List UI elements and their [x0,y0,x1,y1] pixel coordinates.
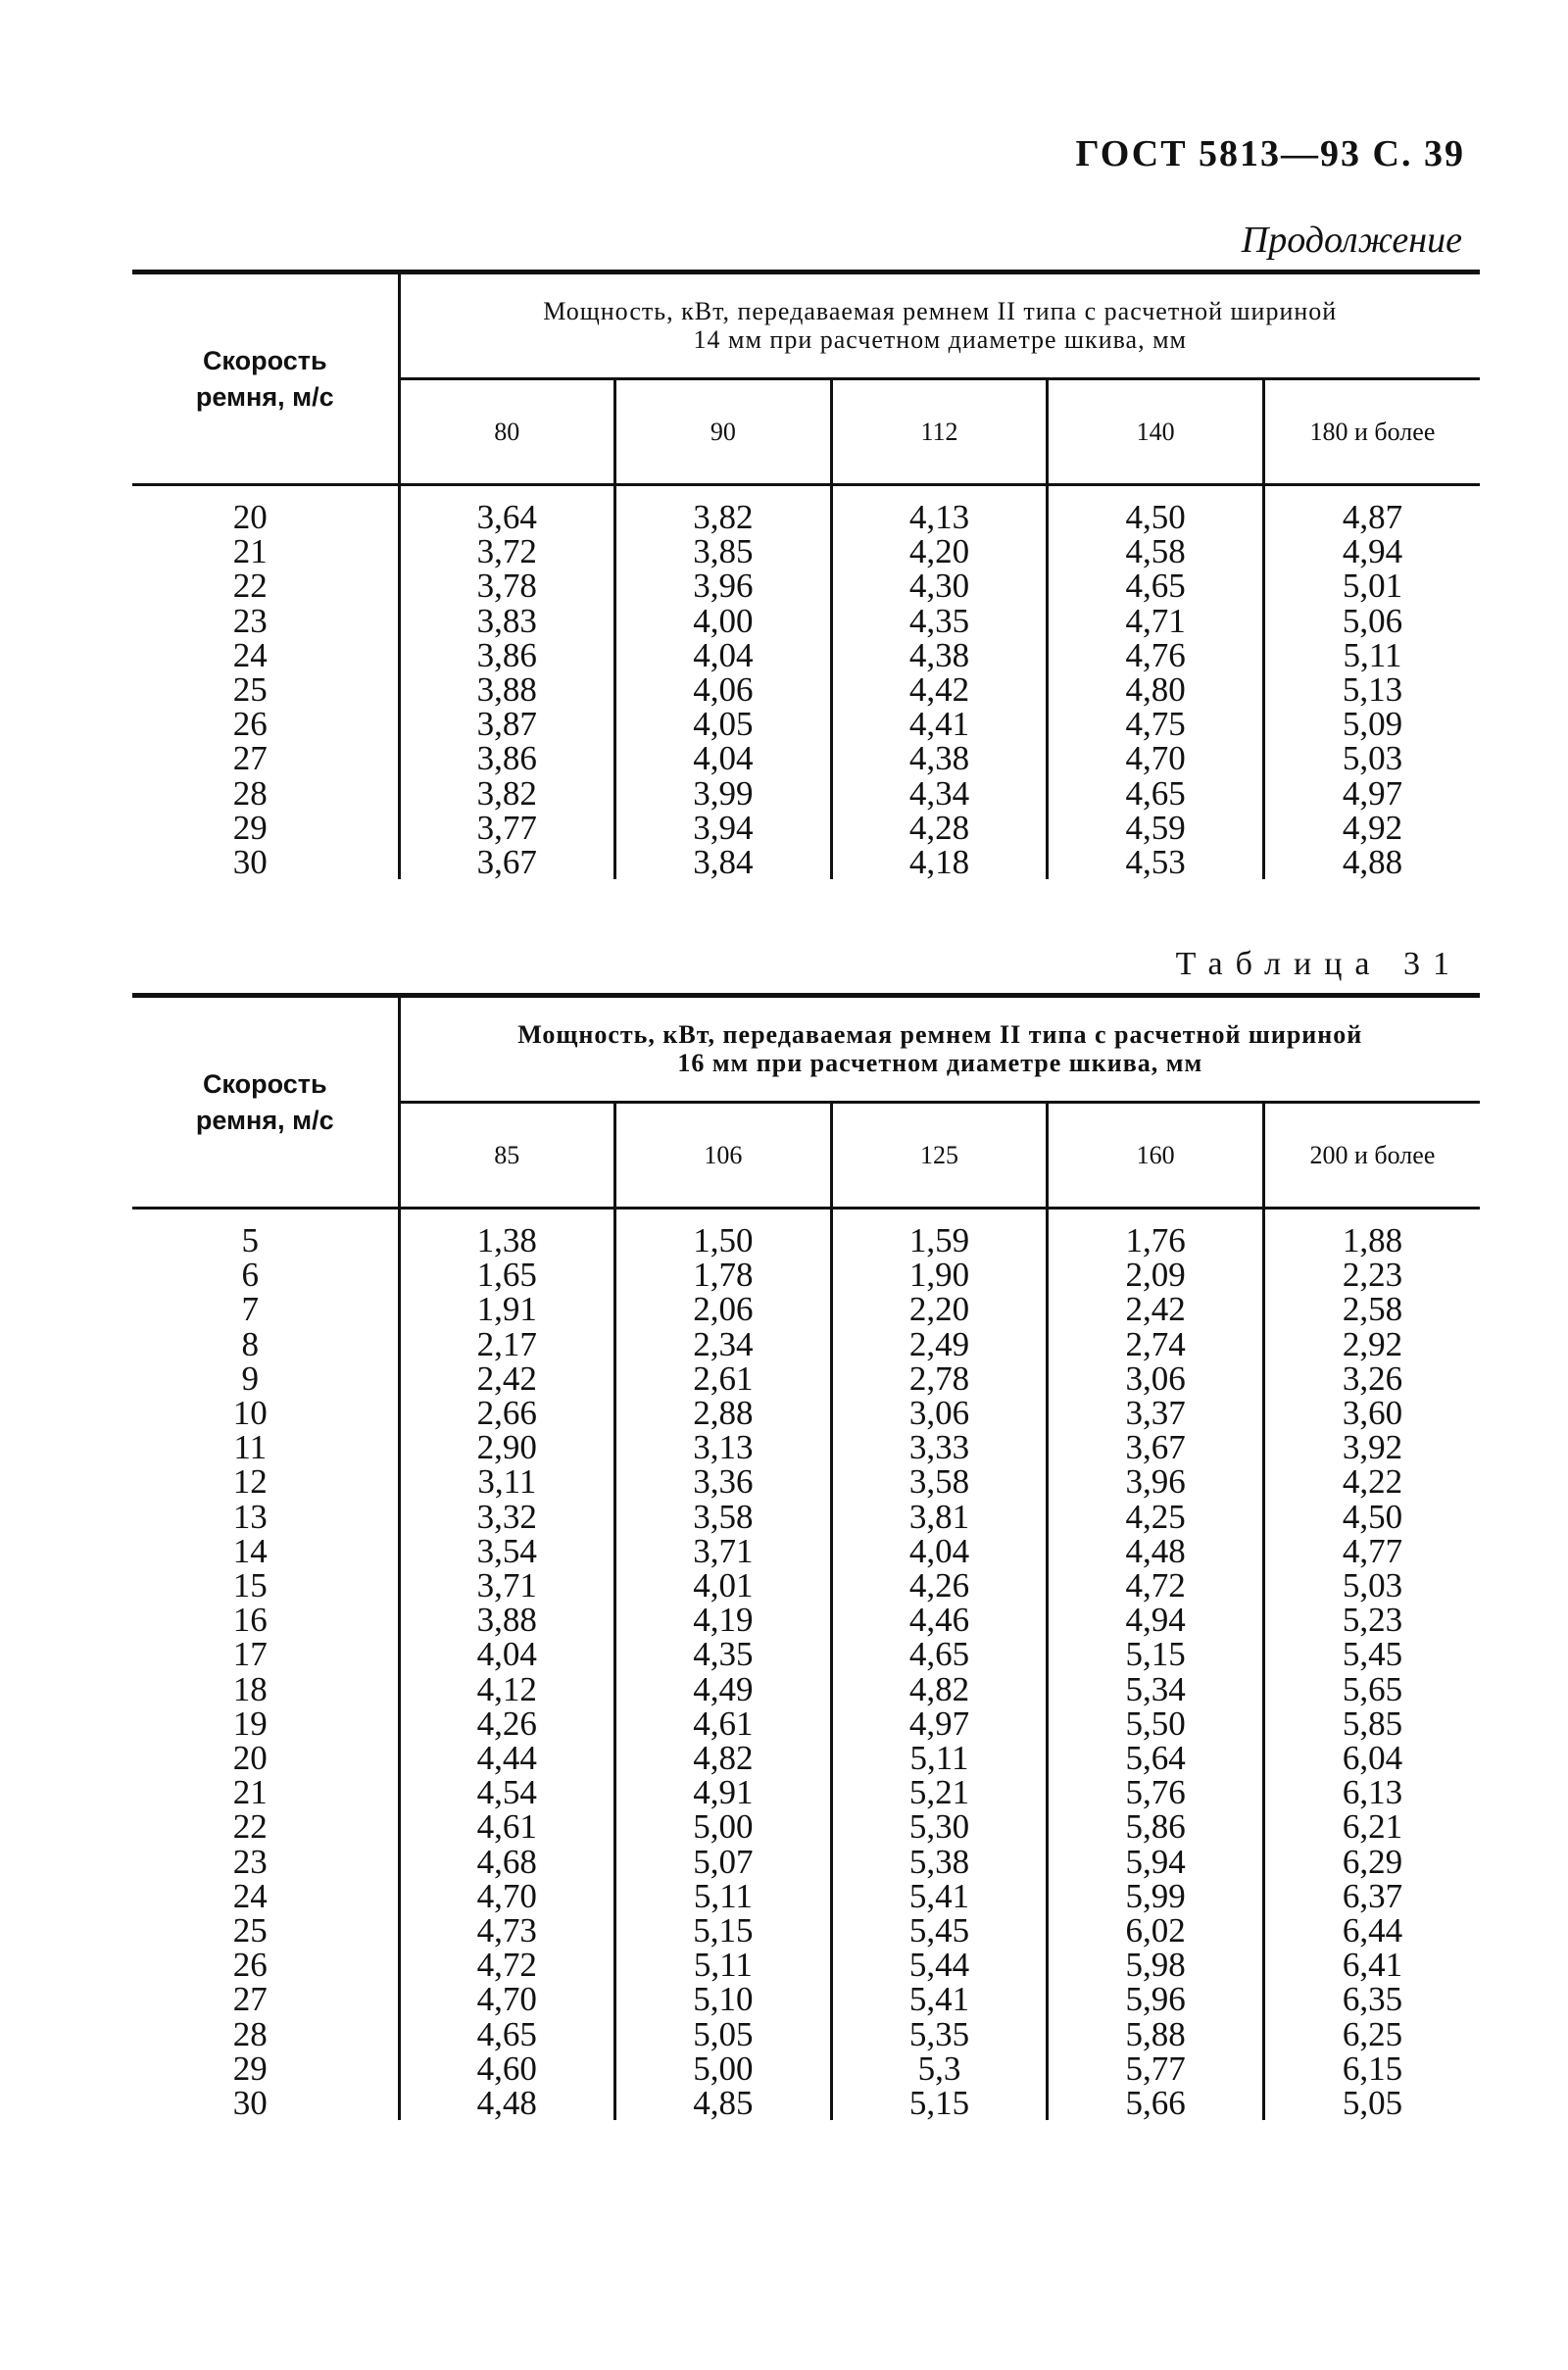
power-cell: 3,99 [615,776,832,811]
power-cell: 5,23 [1263,1603,1480,1637]
speed-cell: 24 [232,635,268,674]
table-row [132,1809,1480,1844]
power-cell: 3,67 [1048,1430,1264,1464]
caption-line: 14 мм при расчетном диаметре шкива, мм [693,324,1187,354]
power-cell: 4,12 [399,1672,615,1706]
power-cell: 4,54 [399,1775,615,1809]
speed-cell: 11 [233,1428,268,1467]
power-cell: 6,21 [1263,1809,1480,1844]
power-cell: 4,61 [615,1706,832,1741]
power-cell: 3,71 [615,1534,832,1568]
power-cell: 5,03 [1263,1568,1480,1603]
power-cell: 4,92 [1263,811,1480,845]
speed-header-line: Скорость [202,1069,327,1100]
table-row [132,638,1480,672]
power-cell: 4,65 [1048,568,1264,603]
power-cell: 4,35 [831,604,1048,638]
power-cell: 4,65 [1048,776,1264,811]
speed-column-header [132,272,399,485]
table-row [132,534,1480,568]
power-cell: 1,90 [831,1258,1048,1292]
power-cell: 1,76 [1048,1223,1264,1258]
power-cell: 6,41 [1263,1948,1480,1982]
power-cell: 4,18 [831,845,1048,879]
power-cell: 3,88 [399,672,615,707]
table-row [132,672,1480,707]
power-cell: 4,75 [1048,707,1264,741]
power-cell: 3,82 [615,500,832,534]
speed-cell: 13 [232,1497,268,1536]
power-cell: 4,97 [831,1706,1048,1741]
table-row [132,500,1480,534]
power-cell: 5,35 [831,2017,1048,2051]
speed-cell: 6 [241,1256,259,1295]
power-cell: 4,70 [1048,741,1264,775]
speed-cell: 5 [241,1221,259,1259]
power-cell: 4,00 [615,604,832,638]
table-row [132,741,1480,775]
power-cell: 3,60 [1263,1396,1480,1430]
power-cell: 2,42 [399,1361,615,1396]
power-cell: 4,68 [399,1845,615,1879]
power-cell: 1,78 [615,1258,832,1292]
power-cell: 6,02 [1048,1913,1264,1948]
speed-cell: 10 [232,1394,268,1433]
power-cell: 4,41 [831,707,1048,741]
power-cell: 5,11 [615,1879,832,1913]
power-cell: 6,37 [1263,1879,1480,1913]
power-cell: 4,85 [615,2086,832,2120]
power-cell: 5,01 [1263,568,1480,603]
continuation-label: Продолжение [1241,220,1462,261]
power-cell: 3,72 [399,534,615,568]
power-cell: 4,97 [1263,776,1480,811]
power-cell: 6,15 [1263,2051,1480,2086]
power-cell: 5,99 [1048,1879,1264,1913]
speed-cell: 15 [232,1566,268,1605]
power-cell: 4,61 [399,1809,615,1844]
power-cell: 5,11 [1263,638,1480,672]
table-row [132,1292,1480,1326]
power-cell: 3,58 [831,1464,1048,1499]
speed-cell: 30 [232,2084,268,2123]
speed-cell: 8 [241,1324,259,1363]
speed-cell: 23 [232,1842,268,1881]
power-cell: 4,28 [831,811,1048,845]
power-cell: 5,65 [1263,1672,1480,1706]
power-cell: 5,21 [831,1775,1048,1809]
power-cell: 5,38 [831,1845,1048,1879]
table-row [132,1223,1480,1258]
table-row [132,1534,1480,1568]
power-cell: 4,13 [831,500,1048,534]
power-cell: 6,13 [1263,1775,1480,1809]
power-cell: 4,22 [1263,1464,1480,1499]
speed-cell: 27 [232,1980,268,2019]
power-cell: 3,86 [399,638,615,672]
speed-cell: 26 [232,705,268,744]
power-cell: 6,29 [1263,1845,1480,1879]
power-cell: 2,34 [615,1327,832,1361]
power-cell: 3,92 [1263,1430,1480,1464]
power-cell: 3,88 [399,1603,615,1637]
table-row [132,1879,1480,1913]
power-cell: 2,74 [1048,1327,1264,1361]
power-cell: 5,76 [1048,1775,1264,1809]
power-cell: 3,36 [615,1464,832,1499]
speed-column-header [132,996,399,1209]
power-cell: 4,48 [399,2086,615,2120]
table-row [132,1430,1480,1464]
power-cell: 1,88 [1263,1223,1480,1258]
diameter-header: 160 [1048,1103,1264,1209]
power-cell: 2,20 [831,1292,1048,1326]
power-cell: 4,82 [615,1741,832,1775]
power-cell: 4,70 [399,1879,615,1913]
power-cell: 6,04 [1263,1741,1480,1775]
power-cell: 2,58 [1263,1292,1480,1326]
caption-line: Мощность, кВт, передаваемая ремнем II типа с расчетной шириной [543,296,1338,325]
power-cell: 3,84 [615,845,832,879]
power-cell: 3,67 [399,845,615,879]
power-cell: 4,50 [1263,1500,1480,1534]
power-cell: 4,26 [399,1706,615,1741]
speed-cell: 26 [232,1946,268,1985]
diameter-header: 200 и более [1263,1103,1480,1209]
power-cell: 3,06 [831,1396,1048,1430]
power-cell: 4,34 [831,776,1048,811]
power-cell: 4,30 [831,568,1048,603]
power-cell: 5,88 [1048,2017,1264,2051]
power-cell: 4,04 [831,1534,1048,1568]
power-cell: 5,94 [1048,1845,1264,1879]
power-cell: 3,94 [615,811,832,845]
speed-cell: 17 [232,1635,268,1674]
power-cell: 5,00 [615,1809,832,1844]
table-row [132,1775,1480,1809]
power-cell: 4,38 [831,741,1048,775]
speed-cell: 22 [232,1807,268,1847]
power-cell: 5,96 [1048,1982,1264,2016]
speed-cell: 27 [232,739,268,778]
power-cell: 3,87 [399,707,615,741]
speed-cell: 9 [241,1358,259,1398]
power-cell: 4,72 [1048,1568,1264,1603]
power-cell: 2,49 [831,1327,1048,1361]
power-cell: 5,05 [1263,2086,1480,2120]
power-cell: 4,20 [831,534,1048,568]
power-cell: 4,60 [399,2051,615,2086]
table-31-title: Таблица 31 [1175,946,1462,982]
power-cell: 3,13 [615,1430,832,1464]
power-cell: 3,96 [1048,1464,1264,1499]
power-cell: 4,38 [831,638,1048,672]
page-header: ГОСТ 5813—93 С. 39 [1075,133,1465,174]
power-cell: 4,53 [1048,845,1264,879]
power-cell: 5,45 [831,1913,1048,1948]
power-cell: 3,26 [1263,1361,1480,1396]
table-row [132,2051,1480,2086]
speed-cell: 20 [232,1739,268,1778]
power-cell: 6,35 [1263,1982,1480,2016]
table-row [132,1741,1480,1775]
speed-cell: 30 [232,843,268,882]
power-cell: 3,32 [399,1500,615,1534]
power-cell: 3,58 [615,1500,832,1534]
power-cell: 1,50 [615,1223,832,1258]
power-cell: 6,25 [1263,2017,1480,2051]
speed-cell: 25 [232,670,268,710]
power-cell: 3,78 [399,568,615,603]
power-cell: 4,46 [831,1603,1048,1637]
speed-cell: 21 [232,532,268,571]
power-cell: 5,66 [1048,2086,1264,2120]
power-cell: 4,19 [615,1603,832,1637]
power-cell: 5,50 [1048,1706,1264,1741]
speed-header-line: Скорость [202,346,327,376]
diameter-header: 125 [831,1103,1048,1209]
table-row [132,1603,1480,1637]
power-cell: 4,05 [615,707,832,741]
power-cell: 4,70 [399,1982,615,2016]
power-cell: 5,45 [1263,1637,1480,1671]
diameter-header: 90 [615,379,832,485]
power-cell: 3,96 [615,568,832,603]
speed-cell: 12 [232,1462,268,1502]
power-cell: 4,44 [399,1741,615,1775]
power-cell: 3,33 [831,1430,1048,1464]
power-cell: 5,41 [831,1982,1048,2016]
power-cell: 3,37 [1048,1396,1264,1430]
power-cell: 5,98 [1048,1948,1264,1982]
power-cell: 4,59 [1048,811,1264,845]
power-cell: 5,09 [1263,707,1480,741]
table-row [132,1361,1480,1396]
power-cell: 4,77 [1263,1534,1480,1568]
caption-line: 16 мм при расчетном диаметре шкива, мм [677,1048,1203,1077]
power-cell: 4,01 [615,1568,832,1603]
power-cell: 4,35 [615,1637,832,1671]
power-cell: 4,80 [1048,672,1264,707]
power-cell: 5,10 [615,1982,832,2016]
table-row [132,1845,1480,1879]
speed-cell: 7 [241,1290,259,1329]
power-cell: 4,73 [399,1913,615,1948]
power-cell: 1,38 [399,1223,615,1258]
speed-header-line: ремня, м/с [195,1105,334,1135]
power-cell: 2,92 [1263,1327,1480,1361]
power-cell: 5,00 [615,2051,832,2086]
power-cell: 5,85 [1263,1706,1480,1741]
table-row [132,707,1480,741]
power-cell: 5,30 [831,1809,1048,1844]
power-cell: 5,64 [1048,1741,1264,1775]
power-cell: 5,15 [1048,1637,1264,1671]
power-cell: 4,94 [1263,534,1480,568]
power-cell: 1,59 [831,1223,1048,1258]
power-cell: 4,88 [1263,845,1480,879]
power-cell: 5,15 [615,1913,832,1948]
power-cell: 4,94 [1048,1603,1264,1637]
speed-cell: 18 [232,1669,268,1708]
table-row [132,2017,1480,2051]
power-cell: 2,42 [1048,1292,1264,1326]
power-cell: 3,86 [399,741,615,775]
power-cell: 5,77 [1048,2051,1264,2086]
diameter-header: 106 [615,1103,832,1209]
power-cell: 2,17 [399,1327,615,1361]
power-cell: 4,50 [1048,500,1264,534]
power-cell: 5,34 [1048,1672,1264,1706]
power-cell: 4,48 [1048,1534,1264,1568]
speed-cell: 19 [232,1703,268,1743]
table-row [132,604,1480,638]
power-cell: 3,82 [399,776,615,811]
speed-cell: 23 [232,601,268,640]
diameter-header: 85 [399,1103,615,1209]
power-cell: 2,78 [831,1361,1048,1396]
power-cell: 5,11 [831,1741,1048,1775]
power-cell: 5,3 [831,2051,1048,2086]
power-cell: 3,77 [399,811,615,845]
table-row [132,1672,1480,1706]
power-cell: 4,91 [615,1775,832,1809]
caption-line: Мощность, кВт, передаваемая ремнем II типа с расчетной шириной [517,1019,1363,1049]
power-cell: 1,91 [399,1292,615,1326]
power-cell: 4,82 [831,1672,1048,1706]
power-cell: 5,13 [1263,672,1480,707]
power-cell: 4,58 [1048,534,1264,568]
table-row [132,1500,1480,1534]
speed-cell: 25 [232,1911,268,1950]
diameter-header: 80 [399,379,615,485]
power-cell: 2,66 [399,1396,615,1430]
table-row [132,811,1480,845]
power-cell: 5,03 [1263,741,1480,775]
power-caption [399,996,1480,1103]
table-row [132,1637,1480,1671]
power-cell: 6,44 [1263,1913,1480,1948]
table-row [132,776,1480,811]
power-cell: 4,25 [1048,1500,1264,1534]
diameter-header: 180 и более [1263,379,1480,485]
power-cell: 5,07 [615,1845,832,1879]
power-cell: 3,54 [399,1534,615,1568]
table-row [132,1464,1480,1499]
power-cell: 4,06 [615,672,832,707]
power-cell: 4,49 [615,1672,832,1706]
table-row [132,2086,1480,2120]
table-row [132,1706,1480,1741]
power-cell: 2,23 [1263,1258,1480,1292]
speed-cell: 16 [232,1601,268,1640]
table-row [132,1327,1480,1361]
power-cell: 3,64 [399,500,615,534]
power-cell: 3,83 [399,604,615,638]
power-cell: 3,06 [1048,1361,1264,1396]
power-cell: 5,86 [1048,1809,1264,1844]
power-cell: 5,06 [1263,604,1480,638]
speed-cell: 29 [232,808,268,847]
power-cell: 4,71 [1048,604,1264,638]
speed-cell: 20 [232,498,268,536]
speed-cell: 24 [232,1876,268,1915]
power-cell: 3,85 [615,534,832,568]
diameter-header: 112 [831,379,1048,485]
power-cell: 4,04 [399,1637,615,1671]
table-31 [132,993,1480,2123]
power-caption [399,272,1480,379]
speed-cell: 28 [232,2014,268,2053]
power-cell: 2,06 [615,1292,832,1326]
table-row [132,1258,1480,1292]
power-cell: 3,81 [831,1500,1048,1534]
table-row [132,1396,1480,1430]
power-cell: 4,26 [831,1568,1048,1603]
speed-header-line: ремня, м/с [195,381,334,412]
table-row [132,1948,1480,1982]
power-cell: 5,15 [831,2086,1048,2120]
power-cell: 4,42 [831,672,1048,707]
power-cell: 5,41 [831,1879,1048,1913]
speed-cell: 29 [232,2049,268,2088]
power-cell: 5,05 [615,2017,832,2051]
table-row [132,1568,1480,1603]
table-row [132,1913,1480,1948]
diameter-header: 140 [1048,379,1264,485]
power-cell: 2,61 [615,1361,832,1396]
speed-cell: 14 [232,1531,268,1570]
table-row [132,845,1480,879]
table-row [132,568,1480,603]
power-cell: 4,65 [831,1637,1048,1671]
power-cell: 5,44 [831,1948,1048,1982]
power-cell: 2,09 [1048,1258,1264,1292]
power-cell: 2,88 [615,1396,832,1430]
power-cell: 4,76 [1048,638,1264,672]
power-cell: 3,71 [399,1568,615,1603]
continued-power-table [132,270,1480,882]
power-cell: 4,04 [615,741,832,775]
power-cell: 5,11 [615,1948,832,1982]
speed-cell: 28 [232,773,268,813]
power-cell: 3,11 [399,1464,615,1499]
speed-cell: 21 [232,1773,268,1812]
power-cell: 2,90 [399,1430,615,1464]
table-row [132,1982,1480,2016]
power-cell: 4,04 [615,638,832,672]
speed-cell: 22 [232,567,268,606]
power-cell: 1,65 [399,1258,615,1292]
power-cell: 4,87 [1263,500,1480,534]
power-cell: 4,65 [399,2017,615,2051]
power-cell: 4,72 [399,1948,615,1982]
